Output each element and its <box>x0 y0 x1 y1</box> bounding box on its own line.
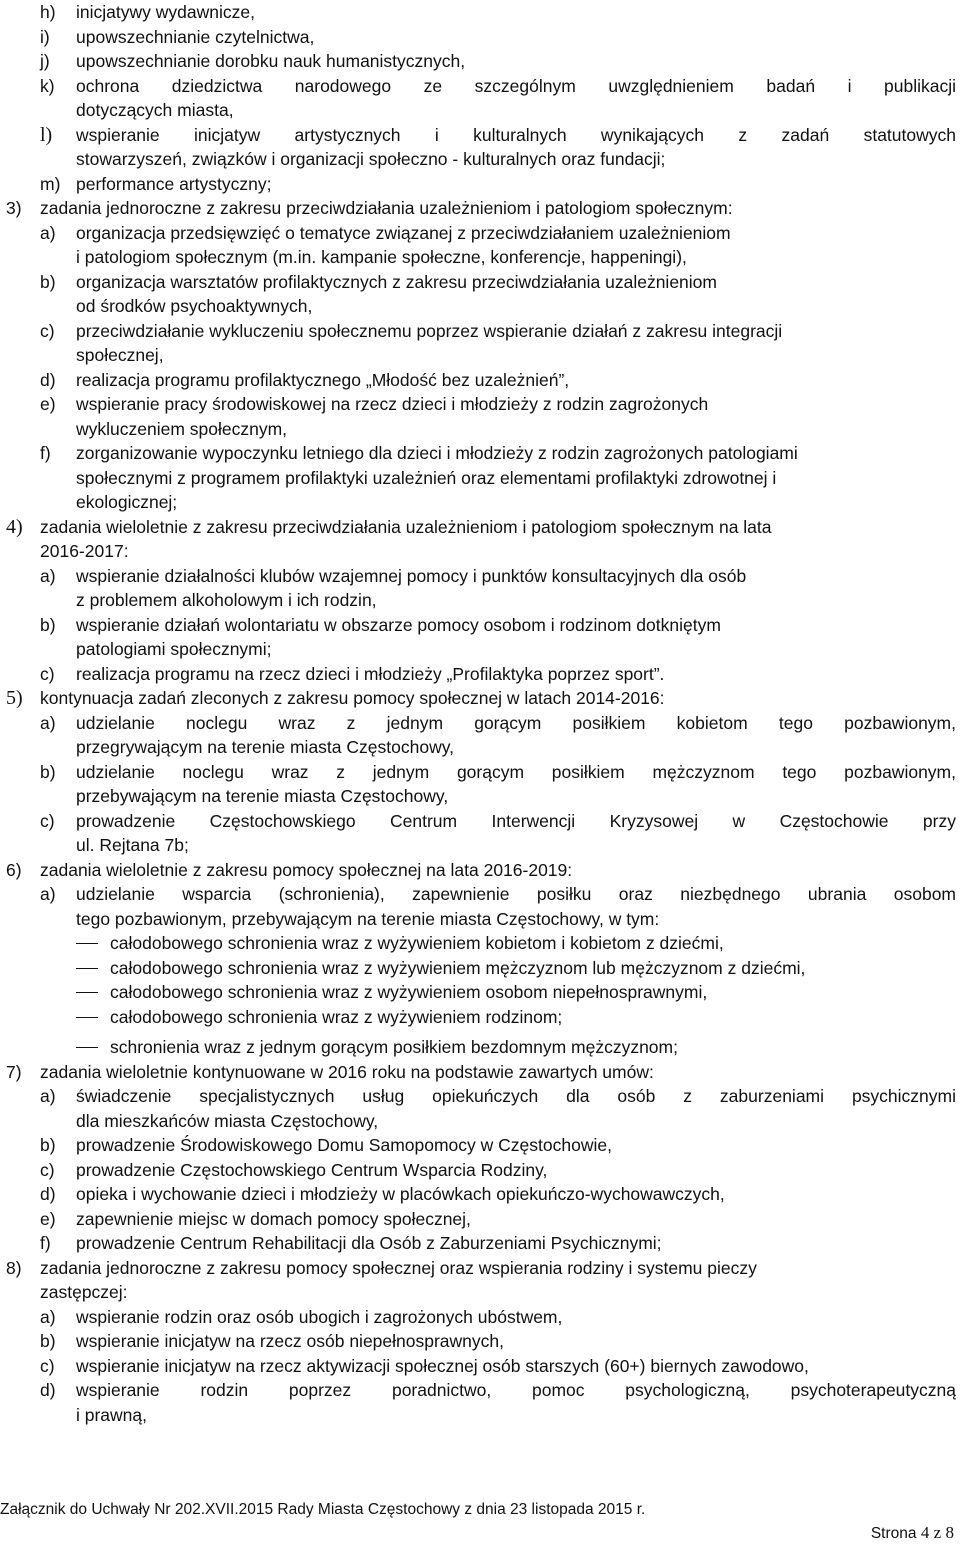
list-text: zadania jednoroczne z zakresu przeciwdziałania uzależnieniom i patologiom społecznym: <box>40 198 733 218</box>
dash-bullet <box>76 992 98 993</box>
sublist-text: performance artystyczny; <box>76 173 272 194</box>
sublist-text: dla mieszkańców miasta Częstochowy, <box>76 1110 379 1131</box>
sublist-letter: k) <box>40 75 55 96</box>
sublist-letter: b) <box>40 614 56 635</box>
list-item-continuation <box>0 539 960 564</box>
sublist-letter: e) <box>40 394 56 414</box>
list-item-main <box>0 515 960 540</box>
list-number: 4) <box>6 515 23 538</box>
list-item-sub <box>0 613 960 638</box>
sublist-text: z problemem alkoholowym i ich rodzin, <box>76 590 377 610</box>
dash-text: całodobowego schronienia wraz z wyżywieniem kobietom i kobietom z dziećmi, <box>110 933 724 953</box>
sublist-letter: c) <box>40 663 55 684</box>
sublist-text: udzielanie noclegu wraz z jednym gorącym posiłkiem kobietom tego pozbawionym, <box>76 712 956 733</box>
dash-bullet <box>76 1047 98 1048</box>
sublist-text: zorganizowanie wypoczynku letniego dla dzieci i młodzieży z rodzin zagrożonych patologiami <box>76 443 798 463</box>
list-item-sub <box>0 1305 960 1330</box>
sublist-letter: m) <box>40 173 61 194</box>
sublist-text: prowadzenie Środowiskowego Domu Samopomocy w Częstochowie, <box>76 1135 612 1155</box>
list-item-sub <box>0 74 960 99</box>
sublist-text: zapewnienie miejsc w domach pomocy społecznej, <box>76 1208 471 1229</box>
sublist-text: organizacja warsztatów profilaktycznych z zakresu przeciwdziałania uzależnieniom <box>76 271 717 292</box>
list-item-sub <box>0 0 960 25</box>
dash-list-item <box>0 956 960 981</box>
sublist-letter: d) <box>40 1380 56 1400</box>
dash-list-item <box>0 1035 960 1060</box>
list-number: 8) <box>6 1257 22 1278</box>
sublist-continuation <box>0 1403 960 1428</box>
page-word: Strona <box>870 1525 917 1542</box>
list-item-main <box>0 1256 960 1281</box>
list-text: zadania jednoroczne z zakresu pomocy społecznej oraz wspierania rodziny i systemu pieczy <box>40 1257 757 1278</box>
sublist-continuation <box>0 735 960 760</box>
sublist-letter: b) <box>40 761 56 782</box>
sublist-text: stowarzyszeń, związków i organizacji społeczno - kulturalnych oraz fundacji; <box>76 149 666 169</box>
list-text: 2016-2017: <box>40 541 129 561</box>
list-item-sub <box>0 123 960 148</box>
sublist-continuation <box>0 588 960 613</box>
footer-attachment-note: Załącznik do Uchwały Nr 202.XVII.2015 Rady Miasta Częstochowy z dnia 23 listopada 2015 r. <box>0 1501 646 1518</box>
sublist-text: społecznymi z programem profilaktyki uzależnień oraz elementami profilaktyki zdrowotnej i <box>76 467 777 488</box>
list-item-sub <box>0 1354 960 1379</box>
sublist-letter: c) <box>40 1355 55 1376</box>
sublist-text: wspieranie inicjatyw na rzecz osób niepełnosprawnych, <box>76 1331 504 1351</box>
list-item-sub <box>0 319 960 344</box>
list-item-main <box>0 1060 960 1085</box>
sublist-letter: a) <box>40 884 56 904</box>
list-item-sub <box>0 711 960 736</box>
sublist-text: wspieranie działań wolontariatu w obszarze pomocy osobom i rodzinom dotkniętym <box>76 614 721 635</box>
list-item-continuation <box>0 1280 960 1305</box>
sublist-continuation <box>0 294 960 319</box>
sublist-text: świadczenie specjalistycznych usług opiekuńczych dla osób z zaburzeniami psychicznymi <box>76 1086 956 1106</box>
sublist-letter: i) <box>40 26 50 47</box>
sublist-continuation <box>0 98 960 123</box>
sublist-text: wspieranie rodzin poprzez poradnictwo, pomoc psychologiczną, psychoterapeutyczną <box>76 1380 956 1400</box>
list-number: 5) <box>6 687 23 709</box>
sublist-continuation <box>0 833 960 858</box>
sublist-text: dotyczących miasta, <box>76 100 234 120</box>
sublist-letter: j) <box>40 51 50 71</box>
sublist-text: przegrywającym na terenie miasta Częstochowy, <box>76 737 455 757</box>
sublist-continuation <box>0 784 960 809</box>
page-current: 4 <box>920 1523 930 1542</box>
sublist-continuation <box>0 343 960 368</box>
list-item-sub <box>0 1182 960 1207</box>
dash-list-item <box>0 980 960 1005</box>
sublist-text: wspieranie pracy środowiskowej na rzecz dzieci i młodzieży z rodzin zagrożonych <box>76 394 709 414</box>
list-item-sub <box>0 1133 960 1158</box>
sublist-text: udzielanie wsparcia (schronienia), zapewnienie posiłku oraz niezbędnego ubrania osobom <box>76 884 956 904</box>
dash-bullet <box>76 968 98 969</box>
list-text: kontynuacja zadań zleconych z zakresu pomocy społecznej w latach 2014-2016: <box>40 688 665 708</box>
list-item-sub <box>0 49 960 74</box>
sublist-text: realizacja programu na rzecz dzieci i młodzieży „Profilaktyka poprzez sport”. <box>76 663 665 684</box>
sublist-letter: f) <box>40 443 51 463</box>
sublist-text: wykluczeniem społecznym, <box>76 418 288 439</box>
sublist-text: udzielanie noclegu wraz z jednym gorącym posiłkiem mężczyznom tego pozbawionym, <box>76 761 956 782</box>
list-item-sub <box>0 368 960 393</box>
sublist-continuation <box>0 245 960 270</box>
sublist-text: ekologicznej; <box>76 492 178 512</box>
sublist-text: i patologiom społecznym (m.in. kampanie społeczne, konferencje, happeningi), <box>76 247 687 267</box>
list-item-sub <box>0 662 960 687</box>
sublist-text: inicjatywy wydawnicze, <box>76 2 255 22</box>
list-text: zastępczej: <box>40 1282 128 1302</box>
sublist-letter: h) <box>40 2 56 22</box>
sublist-continuation <box>0 490 960 515</box>
sublist-text: i prawną, <box>76 1404 148 1425</box>
sublist-text: wspieranie rodzin oraz osób ubogich i zagrożonych ubóstwem, <box>76 1306 563 1327</box>
sublist-text: prowadzenie Częstochowskiego Centrum Wsparcia Rodziny, <box>76 1159 548 1180</box>
sublist-letter: c) <box>40 810 55 831</box>
list-item-sub <box>0 809 960 834</box>
dash-bullet <box>76 1017 98 1018</box>
page-separator: z <box>933 1523 942 1542</box>
list-item-sub <box>0 1207 960 1232</box>
sublist-continuation <box>0 417 960 442</box>
sublist-letter: d) <box>40 369 56 390</box>
sublist-continuation <box>0 147 960 172</box>
sublist-letter: b) <box>40 1135 56 1155</box>
list-item-sub <box>0 221 960 246</box>
sublist-text: organizacja przedsięwzięć o tematyce związanej z przeciwdziałaniem uzależnieniom <box>76 222 731 243</box>
dash-text: całodobowego schronienia wraz z wyżywieniem osobom niepełnosprawnymi, <box>110 982 708 1002</box>
sublist-letter: e) <box>40 1208 56 1229</box>
sublist-text: ochrona dziedzictwa narodowego ze szczególnym uwzględnieniem badań i publikacji <box>76 75 956 96</box>
list-number: 7) <box>6 1061 22 1082</box>
list-item-sub <box>0 1378 960 1403</box>
list-item-sub <box>0 1158 960 1183</box>
sublist-text: wspieranie działalności klubów wzajemnej pomocy i punktów konsultacyjnych dla osób <box>76 565 747 586</box>
sublist-text: od środków psychoaktywnych, <box>76 296 313 316</box>
sublist-text: społecznej, <box>76 345 164 365</box>
sublist-text: ul. Rejtana 7b; <box>76 835 189 855</box>
sublist-text: patologiami społecznymi; <box>76 639 272 659</box>
sublist-text: upowszechnianie dorobku nauk humanistycznych, <box>76 51 466 71</box>
dash-bullet <box>76 943 98 944</box>
sublist-letter: b) <box>40 1331 56 1351</box>
list-text: zadania wieloletnie kontynuowane w 2016 roku na podstawie zawartych umów: <box>40 1061 654 1082</box>
list-item-sub <box>0 882 960 907</box>
sublist-text: upowszechnianie czytelnictwa, <box>76 26 315 47</box>
dash-list-item <box>0 1005 960 1030</box>
list-item-sub <box>0 172 960 197</box>
list-item-sub <box>0 1329 960 1354</box>
list-text: zadania wieloletnie z zakresu przeciwdziałania uzależnieniom i patologiom społecznym na lata <box>40 516 772 537</box>
sublist-letter: a) <box>40 1086 56 1106</box>
sublist-text: przebywającym na terenie miasta Częstochowy, <box>76 786 449 806</box>
sublist-letter: a) <box>40 222 56 243</box>
sublist-text: opieka i wychowanie dzieci i młodzieży w placówkach opiekuńczo-wychowawczych, <box>76 1184 725 1204</box>
dash-text: całodobowego schronienia wraz z wyżywieniem rodzinom; <box>110 1006 563 1027</box>
sublist-letter: a) <box>40 1306 56 1327</box>
sublist-continuation <box>0 466 960 491</box>
dash-text: schronienia wraz z jednym gorącym posiłkiem bezdomnym mężczyznom; <box>110 1037 678 1057</box>
sublist-letter: f) <box>40 1233 51 1253</box>
sublist-letter: c) <box>40 320 55 341</box>
list-item-sub <box>0 270 960 295</box>
sublist-text: prowadzenie Częstochowskiego Centrum Interwencji Kryzysowej w Częstochowie przy <box>76 810 956 831</box>
list-item-main <box>0 196 960 221</box>
list-item-sub <box>0 1084 960 1109</box>
sublist-text: realizacja programu profilaktycznego „Młodość bez uzależnień”, <box>76 369 570 390</box>
list-number: 6) <box>6 859 22 880</box>
sublist-text: wspieranie inicjatyw artystycznych i kulturalnych wynikających z zadań statutowych <box>76 124 956 145</box>
list-item-main <box>0 686 960 711</box>
list-item-sub <box>0 392 960 417</box>
sublist-letter: l) <box>40 123 53 146</box>
sublist-continuation <box>0 1109 960 1134</box>
sublist-letter: b) <box>40 271 56 292</box>
sublist-letter: a) <box>40 565 56 586</box>
list-number: 3) <box>6 198 22 218</box>
dash-text: całodobowego schronienia wraz z wyżywieniem mężczyznom lub mężczyznom z dziećmi, <box>110 957 806 978</box>
sublist-text: przeciwdziałanie wykluczeniu społecznemu poprzez wspieranie działań z zakresu integracji <box>76 320 783 341</box>
sublist-text: prowadzenie Centrum Rehabilitacji dla Osób z Zaburzeniami Psychicznymi; <box>76 1233 662 1253</box>
sublist-letter: a) <box>40 712 56 733</box>
sublist-continuation <box>0 907 960 932</box>
list-item-sub <box>0 1231 960 1256</box>
list-item-sub <box>0 760 960 785</box>
list-item-sub <box>0 25 960 50</box>
sublist-text: tego pozbawionym, przebywającym na terenie miasta Częstochowy, w tym: <box>76 908 660 929</box>
sublist-letter: c) <box>40 1159 55 1180</box>
sublist-continuation <box>0 637 960 662</box>
dash-list-item <box>0 931 960 956</box>
page-total: 8 <box>945 1523 954 1542</box>
list-item-sub <box>0 441 960 466</box>
list-text: zadania wieloletnie z zakresu pomocy społecznej na lata 2016-2019: <box>40 859 573 880</box>
list-item-main <box>0 858 960 883</box>
sublist-letter: d) <box>40 1184 56 1204</box>
sublist-text: wspieranie inicjatyw na rzecz aktywizacji społecznej osób starszych (60+) biernych zawodowo, <box>76 1355 809 1376</box>
list-item-sub <box>0 564 960 589</box>
